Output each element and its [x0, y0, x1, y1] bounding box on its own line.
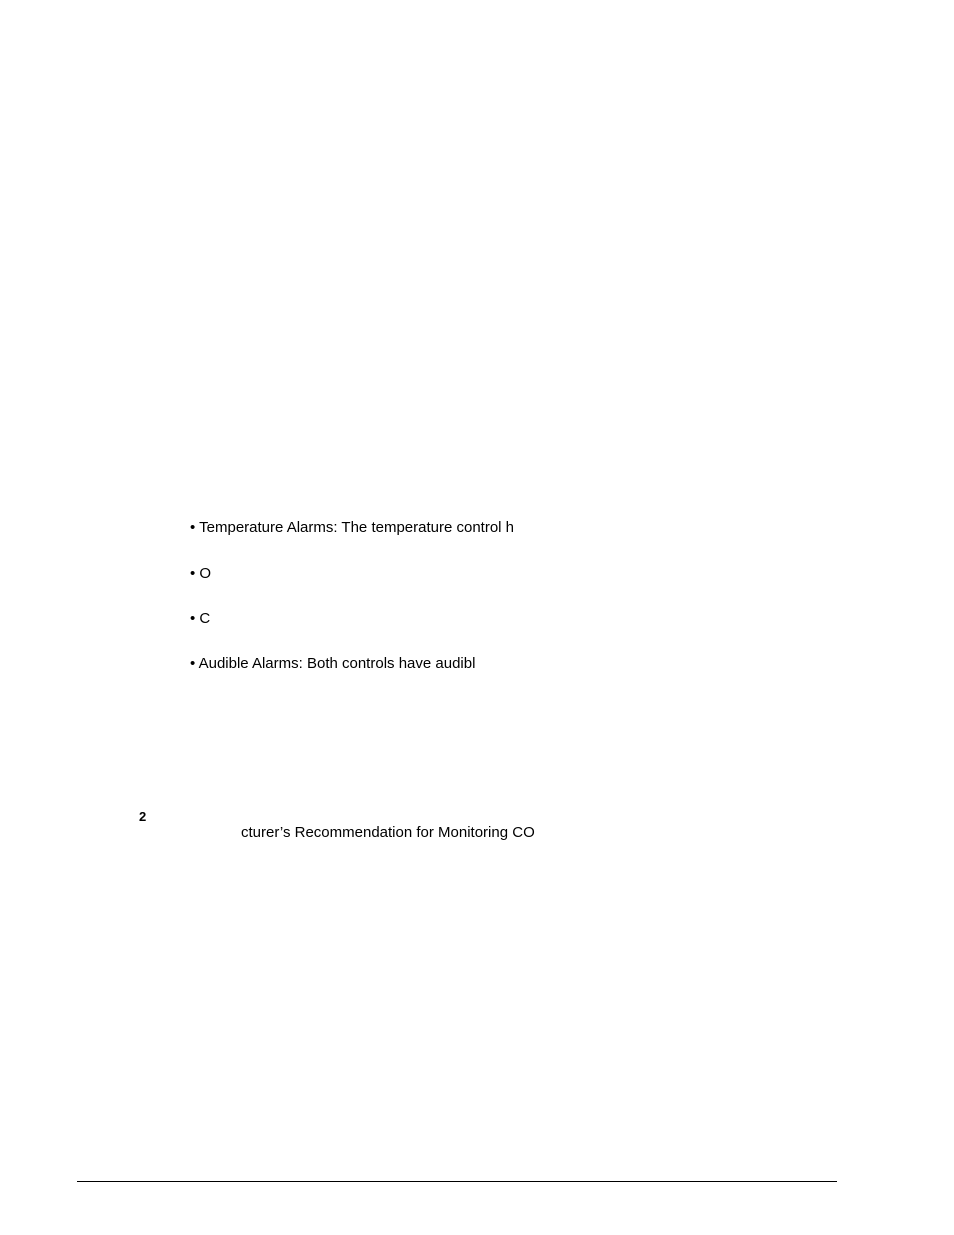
bullet-item-audible-alarms: • Audible Alarms: Both controls have audibl [190, 655, 476, 672]
section-text: cturer’s Recommendation for Monitoring CO [241, 824, 535, 841]
bullet-item-temperature-alarms: • Temperature Alarms: The temperature control h [190, 519, 515, 536]
bullet-item: • O [190, 565, 212, 582]
bullet-item: • C [190, 610, 211, 627]
page-number: 2 [139, 809, 147, 824]
footer-divider [77, 1181, 837, 1182]
